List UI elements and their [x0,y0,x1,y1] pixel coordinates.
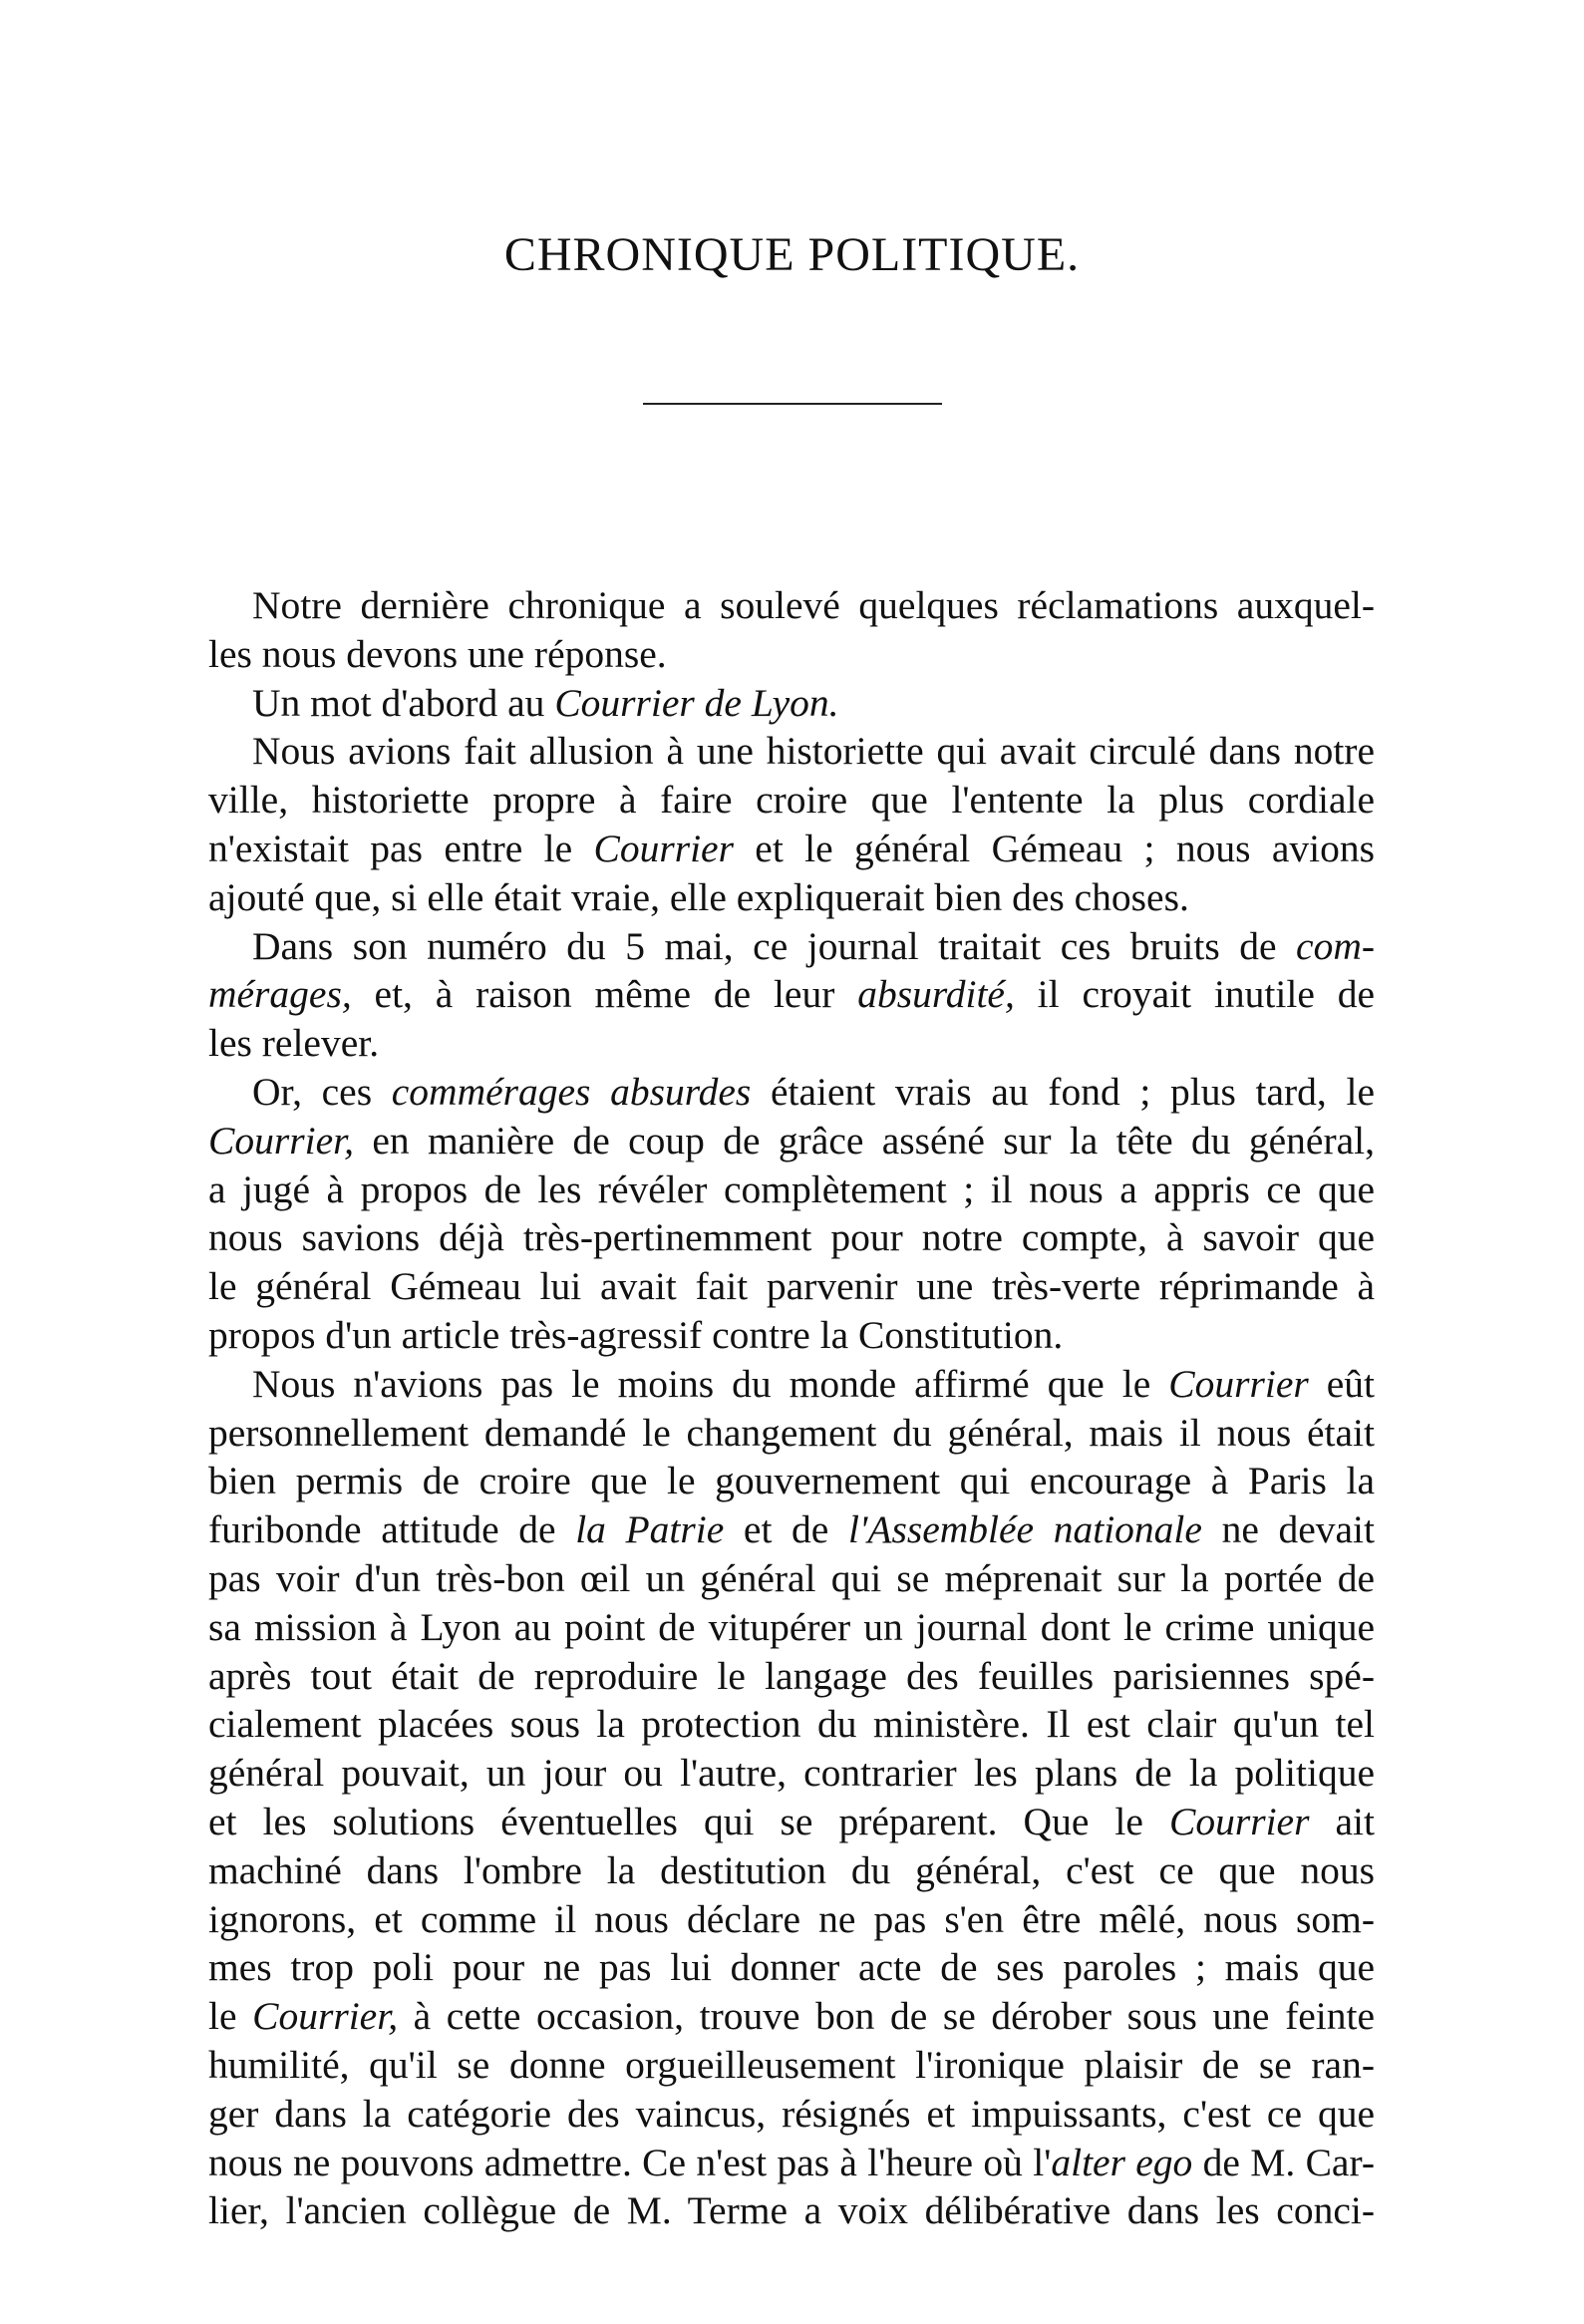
text-line: ville, historiette propre à faire croire que l'entente la plus cordiale [208,778,1375,823]
text-line: ignorons, et comme il nous déclare ne pas s'en être mêlé, nous som- [208,1896,1375,1941]
text-line: les nous devons une réponse. [208,631,667,676]
text-line: les relever. [208,1021,380,1066]
text-line: humilité, qu'il se donne orgueilleusement l'ironique plaisir de se ran- [208,2042,1375,2087]
text-line: sa mission à Lyon au point de vitupérer un journal dont le crime unique [208,1604,1375,1649]
text-line: lier, l'ancien collègue de M. Terme a voix délibérative dans les conci- [208,2188,1375,2233]
text-line: nous savions déjà très-pertinemment pour notre compte, à savoir que [208,1215,1375,1260]
text-line: ajouté que, si elle était vraie, elle expliquerait bien des choses. [208,874,1189,919]
text-line: Or, ces commérages absurdes étaient vrais au fond ; plus tard, le [252,1069,1375,1114]
text-line: Dans son numéro du 5 mai, ce journal traitait ces bruits de com- [252,923,1375,968]
text-line: furibonde attitude de la Patrie et de l'Assemblée nationale ne devait [208,1507,1375,1552]
text-line: après tout était de reproduire le langage des feuilles parisiennes spé- [208,1653,1375,1698]
text-line: bien permis de croire que le gouvernement qui encourage à Paris la [208,1459,1375,1503]
text-line: nous ne pouvons admettre. Ce n'est pas à l'heure où l'alter ego de M. Car- [208,2140,1375,2184]
text-line: et les solutions éventuelles qui se préparent. Que le Courrier ait [208,1799,1375,1843]
text-line: Notre dernière chronique a soulevé quelques réclamations auxquel- [252,583,1375,627]
title-divider [643,403,942,405]
text-line: a jugé à propos de les révéler complètement ; il nous a appris ce que [208,1166,1375,1211]
text-line: Courrier, en manière de coup de grâce asséné sur la tête du général, [208,1118,1375,1162]
body-text [208,581,1375,2235]
text-line: personnellement demandé le changement du général, mais il nous était [208,1410,1375,1455]
text-line: propos d'un article très-agressif contre la Constitution. [208,1312,1064,1357]
text-line: mérages, et, à raison même de leur absurdité, il croyait inutile de [208,972,1375,1017]
text-line: général pouvait, un jour ou l'autre, contrarier les plans de la politique [208,1751,1375,1796]
text-line: le général Gémeau lui avait fait parvenir une très-verte réprimande à [208,1264,1375,1309]
text-line: n'existait pas entre le Courrier et le général Gémeau ; nous avions [208,826,1375,870]
text-line: le Courrier, à cette occasion, trouve bon de se dérober sous une feinte [208,1994,1375,2039]
text-line: pas voir d'un très-bon œil un général qui se méprenait sur la portée de [208,1555,1375,1600]
text-line: machiné dans l'ombre la destitution du général, c'est ce que nous [208,1847,1375,1892]
text-line: ger dans la catégorie des vaincus, résignés et impuissants, c'est ce que [208,2091,1375,2136]
text-line: Nous n'avions pas le moins du monde affirmé que le Courrier eût [252,1361,1375,1406]
text-line: cialement placées sous la protection du ministère. Il est clair qu'un tel [208,1702,1375,1747]
text-line: Nous avions fait allusion à une historiette qui avait circulé dans notre [252,729,1375,774]
text-line: Un mot d'abord au Courrier de Lyon. [252,680,839,725]
page-title: CHRONIQUE POLITIQUE. [503,228,1081,281]
text-line: mes trop poli pour ne pas lui donner acte de ses paroles ; mais que [208,1945,1375,1990]
